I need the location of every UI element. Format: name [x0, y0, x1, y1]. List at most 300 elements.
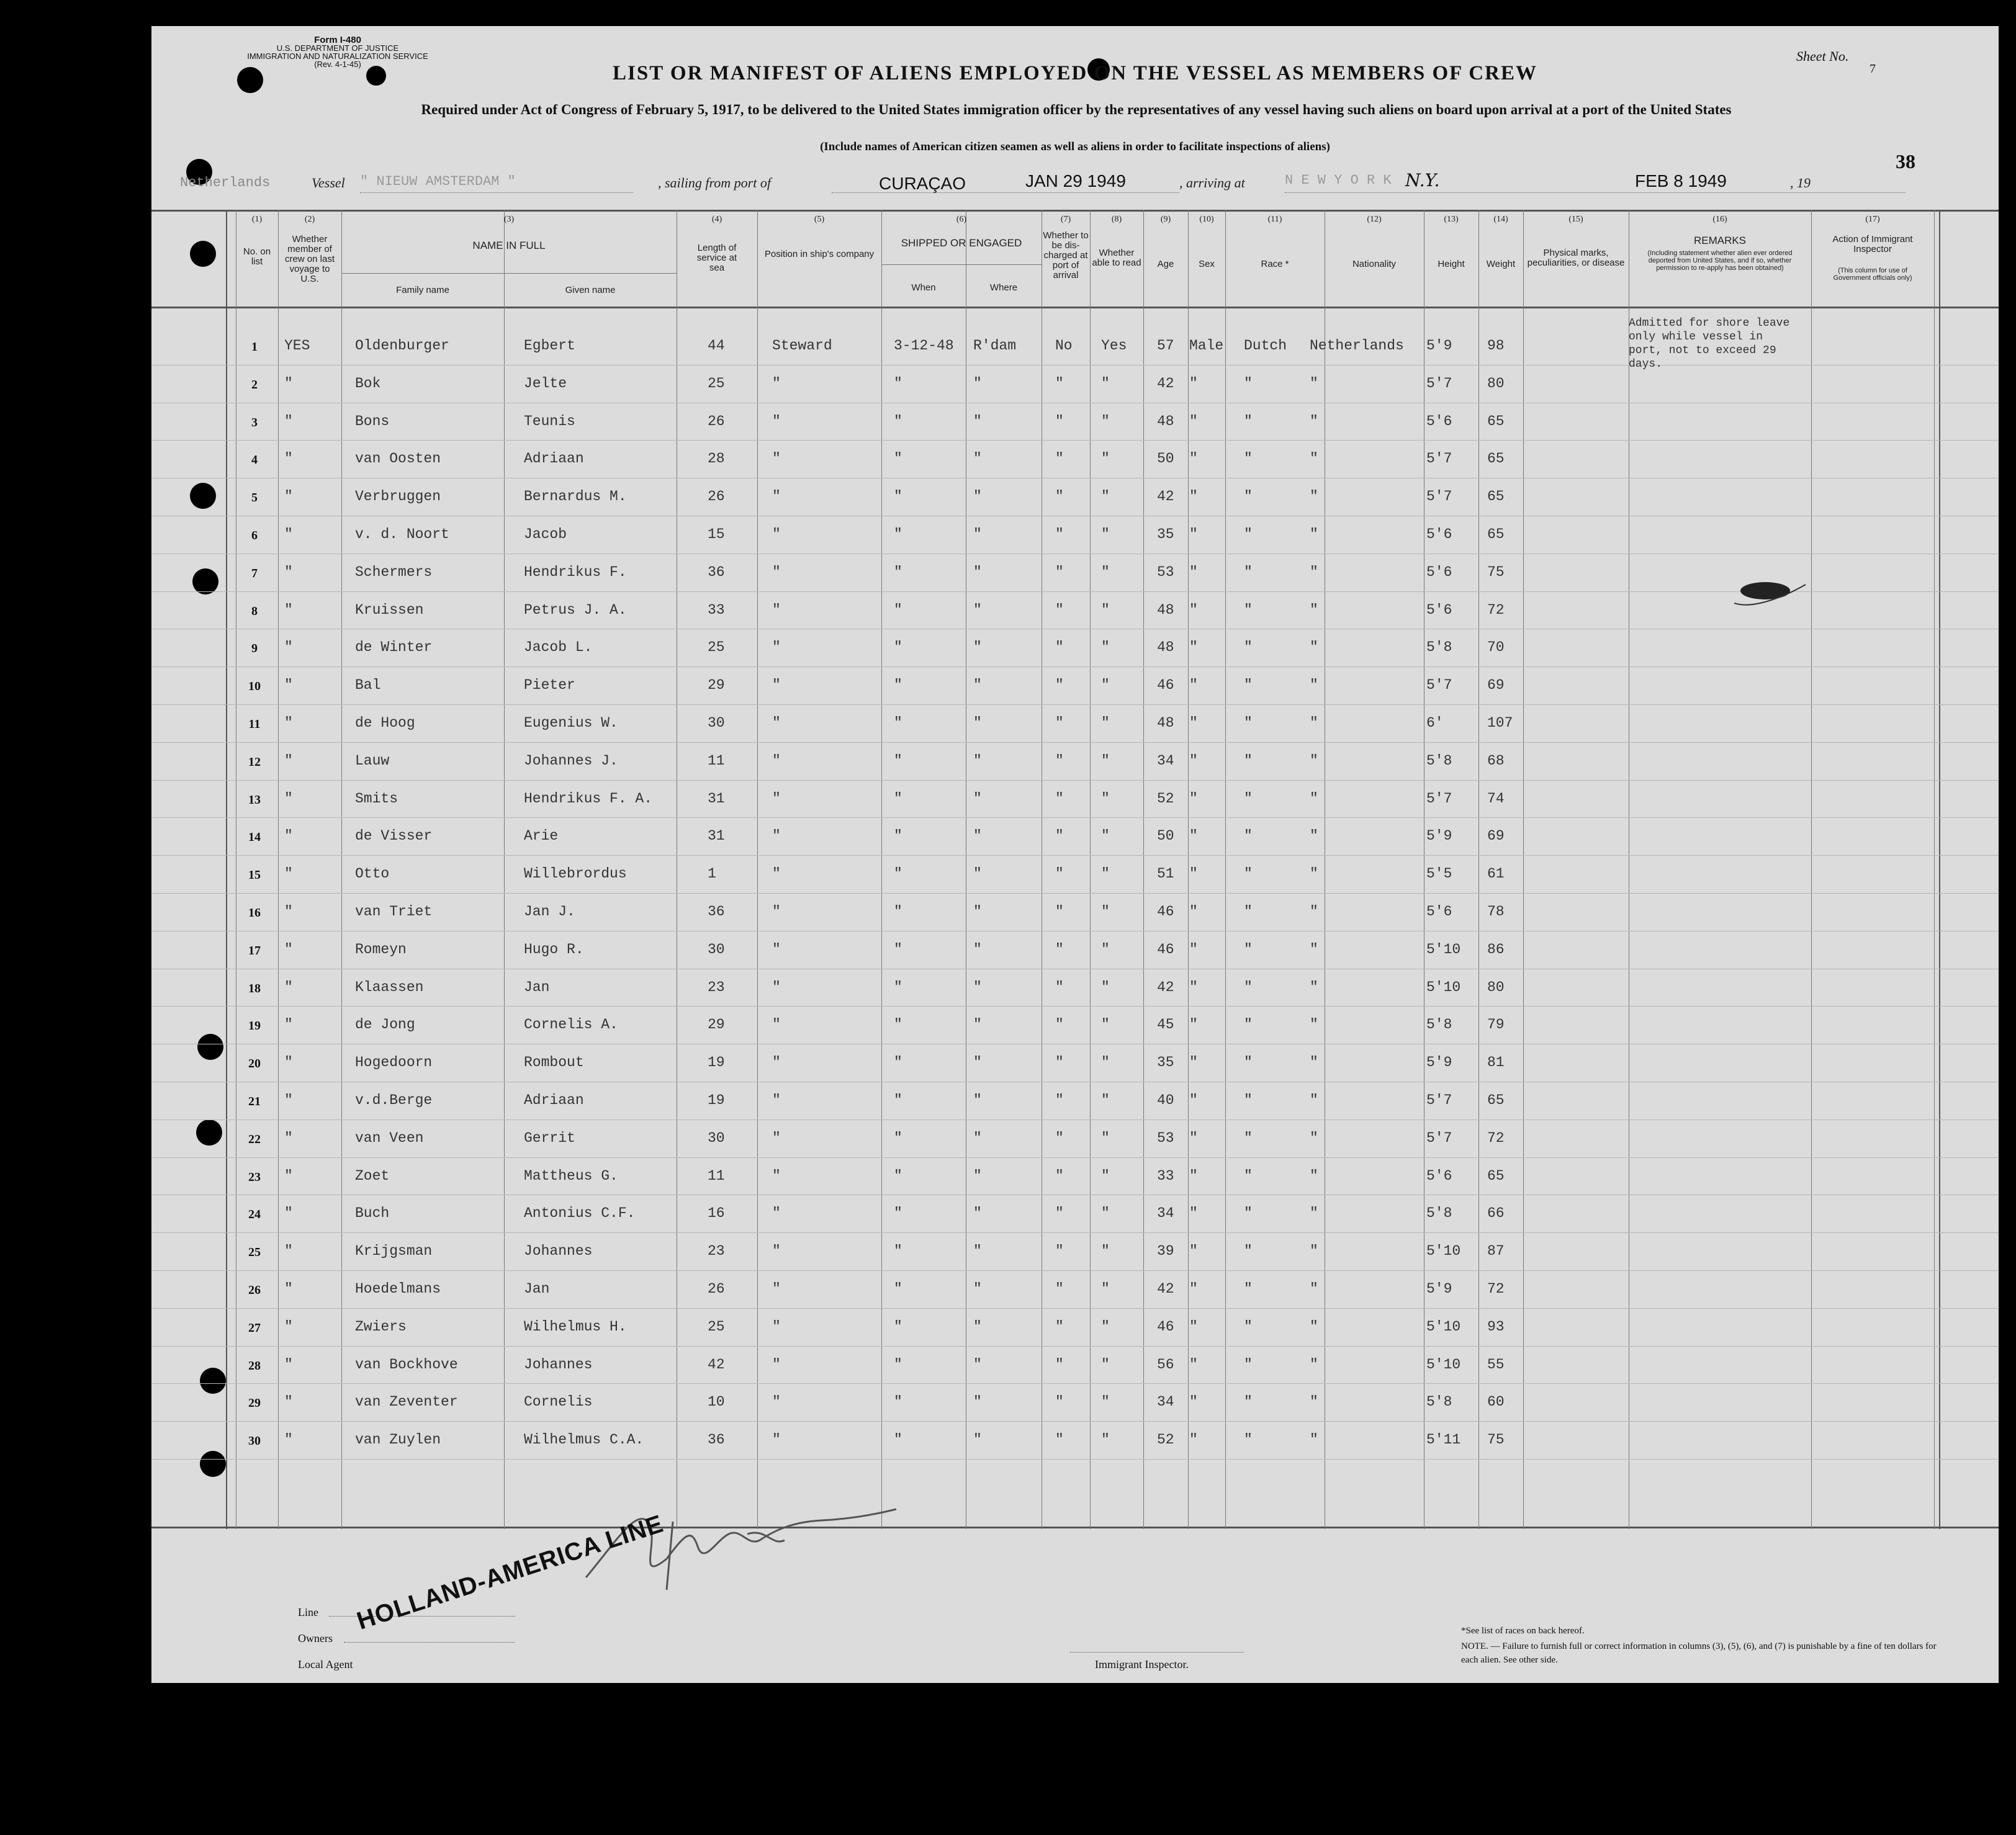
nationality-cell: " — [1310, 1129, 1318, 1146]
prev-voyage-cell: " — [284, 1281, 293, 1297]
able-to-read-cell: " — [1101, 1092, 1110, 1108]
weight-cell: 65 — [1487, 1167, 1505, 1184]
form-revision: (Rev. 4-1-45) — [314, 60, 361, 69]
nationality-cell: " — [1310, 375, 1318, 392]
able-to-read-cell: " — [1101, 866, 1110, 882]
family-name-cell: Schermers — [355, 563, 433, 580]
height-cell: 5'8 — [1426, 1205, 1452, 1222]
race-cell: " — [1244, 1016, 1253, 1033]
penalty-note: NOTE. — Failure to furnish full or correct information in columns (3), (5), (6), and (7) is punishable by a fine of ten dollars for each alien. See other side. — [1461, 1641, 1937, 1665]
col-header-physical: Physical marks, peculiarities, or disease — [1527, 248, 1625, 268]
sex-cell: " — [1189, 677, 1198, 694]
shipped-when-cell: " — [894, 1243, 902, 1260]
able-to-read-cell: " — [1101, 941, 1110, 958]
given-name-cell: Cornelis — [524, 1394, 593, 1411]
position-cell: " — [772, 1281, 781, 1297]
sex-cell: " — [1189, 488, 1198, 505]
sex-cell: " — [1189, 1054, 1198, 1071]
position-cell: Steward — [772, 338, 832, 354]
prev-voyage-cell: " — [284, 413, 293, 429]
family-name-cell: van Zeventer — [355, 1394, 458, 1411]
service-length-cell: 31 — [708, 828, 725, 845]
height-cell: 5'6 — [1426, 601, 1452, 618]
nationality-cell: " — [1310, 979, 1318, 995]
nationality-cell: " — [1310, 1054, 1318, 1071]
nationality-cell: " — [1310, 1205, 1318, 1222]
row-number: 2 — [251, 377, 258, 392]
given-name-cell: Willebrordus — [524, 866, 627, 882]
row-number: 7 — [251, 566, 258, 580]
age-cell: 35 — [1157, 1054, 1174, 1071]
weight-cell: 78 — [1487, 904, 1505, 920]
race-cell: " — [1244, 1205, 1253, 1222]
discharge-cell: " — [1055, 1054, 1064, 1071]
shipped-where-cell: " — [973, 1129, 982, 1146]
height-cell: 5'6 — [1426, 413, 1452, 429]
row-number: 27 — [248, 1321, 261, 1335]
table-row — [151, 1007, 1999, 1044]
service-length-cell: 25 — [708, 639, 725, 656]
weight-cell: 72 — [1487, 1281, 1505, 1297]
table-row — [151, 969, 1999, 1007]
shipped-where-cell: " — [973, 601, 982, 618]
weight-cell: 69 — [1487, 677, 1505, 694]
given-name-cell: Jan — [524, 979, 550, 995]
service-length-cell: 25 — [708, 375, 725, 392]
weight-cell: 65 — [1487, 413, 1505, 429]
age-cell: 48 — [1157, 715, 1174, 731]
given-name-cell: Rombout — [524, 1054, 584, 1071]
sex-cell: Male — [1189, 338, 1224, 354]
discharge-cell: " — [1055, 1092, 1064, 1108]
sex-cell: " — [1189, 1243, 1198, 1260]
form-number: Form I-480 — [314, 35, 361, 45]
nationality-cell: " — [1310, 715, 1318, 731]
age-cell: 34 — [1157, 1394, 1174, 1411]
given-name-cell: Antonius C.F. — [524, 1205, 636, 1222]
position-cell: " — [772, 1205, 781, 1222]
shipped-where-cell: " — [973, 375, 982, 392]
shipped-where-cell: " — [973, 1092, 982, 1108]
table-row — [151, 1309, 1999, 1346]
table-row — [151, 705, 1999, 742]
race-cell: " — [1244, 1054, 1253, 1071]
shipped-where-cell: " — [973, 1281, 982, 1297]
race-cell: " — [1244, 1129, 1253, 1146]
discharge-cell: " — [1055, 1243, 1064, 1260]
shipped-where-cell: " — [973, 563, 982, 580]
discharge-cell: " — [1055, 1205, 1064, 1222]
height-cell: 5'7 — [1426, 375, 1452, 392]
table-row — [151, 403, 1999, 441]
shipped-when-cell: " — [894, 488, 902, 505]
weight-cell: 65 — [1487, 526, 1505, 542]
nationality-cell: " — [1310, 941, 1318, 958]
nationality-cell: " — [1310, 413, 1318, 429]
race-cell: Dutch — [1244, 338, 1287, 354]
family-name-cell: de Visser — [355, 828, 433, 845]
age-cell: 48 — [1157, 601, 1174, 618]
family-name-cell: Krijgsman — [355, 1243, 433, 1260]
nationality-cell: " — [1310, 790, 1318, 807]
shipped-where-cell: " — [973, 1243, 982, 1260]
position-cell: " — [772, 451, 781, 467]
service-length-cell: 19 — [708, 1054, 725, 1071]
prev-voyage-cell: YES — [284, 338, 310, 354]
age-cell: 42 — [1157, 1281, 1174, 1297]
row-number: 9 — [251, 642, 258, 656]
table-row — [151, 818, 1999, 855]
discharge-cell: " — [1055, 1432, 1064, 1448]
table-row — [151, 1347, 1999, 1384]
discharge-cell: " — [1055, 941, 1064, 958]
sex-cell: " — [1189, 601, 1198, 618]
row-number: 8 — [251, 604, 258, 618]
race-cell: " — [1244, 677, 1253, 694]
prev-voyage-cell: " — [284, 677, 293, 694]
height-cell: 5'8 — [1426, 1016, 1452, 1033]
sex-cell: " — [1189, 1281, 1198, 1297]
given-name-cell: Teunis — [524, 413, 575, 429]
sailing-date: JAN 29 1949 — [1025, 171, 1126, 191]
table-row — [151, 554, 1999, 591]
race-cell: " — [1244, 979, 1253, 995]
col-header-inspector: Action of Immigrant Inspector — [1832, 234, 1913, 254]
sex-cell: " — [1189, 451, 1198, 467]
able-to-read-cell: " — [1101, 1167, 1110, 1184]
weight-cell: 65 — [1487, 1092, 1505, 1108]
shipped-where-cell: " — [973, 866, 982, 882]
shipped-when-cell: " — [894, 1281, 902, 1297]
able-to-read-cell: " — [1101, 413, 1110, 429]
height-cell: 6' — [1426, 715, 1444, 731]
height-cell: 5'10 — [1426, 941, 1461, 958]
nationality-cell: " — [1310, 677, 1318, 694]
given-name-cell: Arie — [524, 828, 559, 845]
given-name-cell: Jelte — [524, 375, 567, 392]
table-row — [151, 629, 1999, 666]
nationality-cell: " — [1310, 1016, 1318, 1033]
position-cell: " — [772, 828, 781, 845]
age-cell: 48 — [1157, 639, 1174, 656]
port-to-handwritten: N.Y. — [1405, 170, 1440, 191]
family-name-cell: van Veen — [355, 1129, 424, 1146]
shipped-when-cell: " — [894, 752, 902, 769]
discharge-cell: " — [1055, 904, 1064, 920]
family-name-cell: de Winter — [355, 639, 433, 656]
given-name-cell: Cornelis A. — [524, 1016, 618, 1033]
race-note: *See list of races on back hereof. — [1461, 1626, 1585, 1636]
holland-america-stamp: HOLLAND-AMERICA LINE — [353, 1510, 667, 1635]
shipped-when-cell: " — [894, 1394, 902, 1411]
able-to-read-cell: " — [1101, 639, 1110, 656]
shipped-where-cell: " — [973, 1394, 982, 1411]
service-length-cell: 15 — [708, 526, 725, 542]
sex-cell: " — [1189, 526, 1198, 542]
shipped-where-cell: " — [973, 677, 982, 694]
service-length-cell: 11 — [708, 752, 725, 769]
row-number: 1 — [251, 340, 258, 354]
race-cell: " — [1244, 828, 1253, 845]
family-name-cell: van Triet — [355, 904, 433, 920]
col-header-no: No. on list — [243, 246, 271, 267]
weight-cell: 80 — [1487, 375, 1505, 392]
col-header-race: Race * — [1261, 259, 1289, 269]
given-name-cell: Bernardus M. — [524, 488, 627, 505]
nationality-cell: " — [1310, 1432, 1318, 1448]
shipped-where-cell: " — [973, 526, 982, 542]
height-cell: 5'11 — [1426, 1432, 1461, 1448]
discharge-cell: " — [1055, 1016, 1064, 1033]
height-cell: 5'8 — [1426, 639, 1452, 656]
sex-cell: " — [1189, 1092, 1198, 1108]
sex-cell: " — [1189, 1016, 1198, 1033]
given-name-cell: Petrus J. A. — [524, 601, 627, 618]
prev-voyage-cell: " — [284, 488, 293, 505]
given-name-cell: Hendrikus F. A. — [524, 790, 653, 807]
age-cell: 46 — [1157, 1318, 1174, 1335]
row-number: 10 — [248, 680, 261, 694]
shipped-when-cell: " — [894, 451, 902, 467]
row-number: 26 — [248, 1283, 261, 1297]
shipped-when-cell: " — [894, 639, 902, 656]
position-cell: " — [772, 526, 781, 542]
height-cell: 5'9 — [1426, 828, 1452, 845]
able-to-read-cell: " — [1101, 601, 1110, 618]
shipped-when-cell: " — [894, 1129, 902, 1146]
age-cell: 56 — [1157, 1356, 1174, 1373]
service-length-cell: 30 — [708, 715, 725, 731]
discharge-cell: " — [1055, 488, 1064, 505]
row-number: 25 — [248, 1245, 261, 1260]
row-number: 5 — [251, 491, 258, 505]
col-num-11: (11) — [1267, 215, 1282, 224]
race-cell: " — [1244, 451, 1253, 467]
sex-cell: " — [1189, 563, 1198, 580]
weight-cell: 86 — [1487, 941, 1505, 958]
age-cell: 57 — [1157, 338, 1174, 354]
table-row — [151, 1384, 1999, 1421]
col-header-age: Age — [1157, 259, 1174, 269]
table-row — [151, 856, 1999, 893]
col-num-4: (4) — [711, 215, 722, 224]
race-cell: " — [1244, 904, 1253, 920]
able-to-read-cell: " — [1101, 1205, 1110, 1222]
able-to-read-cell: " — [1101, 1129, 1110, 1146]
sex-cell: " — [1189, 828, 1198, 845]
nationality-cell: " — [1310, 1281, 1318, 1297]
col-header-prev-voyage: Whether member of crew on last voyage to U.S. — [284, 234, 335, 284]
age-cell: 53 — [1157, 1129, 1174, 1146]
owners-label: Owners — [298, 1632, 333, 1644]
sex-cell: " — [1189, 866, 1198, 882]
able-to-read-cell: " — [1101, 1243, 1110, 1260]
col-num-15: (15) — [1568, 215, 1583, 224]
port-to: N E W Y O R K — [1285, 173, 1392, 188]
race-cell: " — [1244, 488, 1253, 505]
family-name-cell: Bal — [355, 677, 381, 694]
row-number: 20 — [248, 1057, 261, 1071]
prev-voyage-cell: " — [284, 1432, 293, 1448]
discharge-cell: No — [1055, 338, 1073, 354]
able-to-read-cell: " — [1101, 1432, 1110, 1448]
sex-cell: " — [1189, 941, 1198, 958]
nationality-cell: " — [1310, 1167, 1318, 1184]
prev-voyage-cell: " — [284, 563, 293, 580]
shipped-where-cell: " — [973, 752, 982, 769]
nationality-cell: " — [1310, 752, 1318, 769]
prev-voyage-cell: " — [284, 828, 293, 845]
height-cell: 5'7 — [1426, 1129, 1452, 1146]
prev-voyage-cell: " — [284, 1356, 293, 1373]
service-length-cell: 30 — [708, 941, 725, 958]
able-to-read-cell: " — [1101, 1054, 1110, 1071]
row-number: 21 — [248, 1095, 261, 1108]
family-name-cell: Romeyn — [355, 941, 407, 958]
row-number: 17 — [248, 943, 261, 958]
table-row — [151, 1233, 1999, 1270]
height-cell: 5'6 — [1426, 904, 1452, 920]
include-note: (Include names of American citizen seamen as well as aliens in order to facilitate inspections of aliens) — [820, 140, 1330, 153]
age-cell: 40 — [1157, 1092, 1174, 1108]
able-to-read-cell: " — [1101, 1318, 1110, 1335]
table-row — [151, 1195, 1999, 1232]
service-length-cell: 10 — [708, 1394, 725, 1411]
prev-voyage-cell: " — [284, 1205, 293, 1222]
manifest-sheet — [151, 26, 1999, 1683]
race-cell: " — [1244, 1318, 1253, 1335]
weight-cell: 75 — [1487, 563, 1505, 580]
height-cell: 5'9 — [1426, 338, 1452, 354]
col-header-sex: Sex — [1199, 259, 1215, 269]
discharge-cell: " — [1055, 413, 1064, 429]
col-num-6: (6) — [956, 215, 967, 224]
shipped-when-cell: " — [894, 941, 902, 958]
row-number: 30 — [248, 1434, 261, 1448]
nationality-cell: " — [1310, 601, 1318, 618]
col-header-service: Length of service at sea — [696, 243, 737, 273]
race-cell: " — [1244, 715, 1253, 731]
table-row — [151, 1082, 1999, 1119]
shipped-when-cell: " — [894, 1016, 902, 1033]
page-number: 38 — [1896, 150, 1915, 173]
vessel-name: " NIEUW AMSTERDAM " — [360, 174, 516, 189]
given-name-cell: Johannes — [524, 1243, 593, 1260]
col-num-10: (10) — [1199, 215, 1214, 224]
given-name-cell: Eugenius W. — [524, 715, 618, 731]
sex-cell: " — [1189, 715, 1198, 731]
able-to-read-cell: " — [1101, 488, 1110, 505]
position-cell: " — [772, 790, 781, 807]
prev-voyage-cell: " — [284, 1394, 293, 1411]
discharge-cell: " — [1055, 451, 1064, 467]
sex-cell: " — [1189, 752, 1198, 769]
position-cell: " — [772, 979, 781, 995]
vessel-flag: Netherlands — [180, 175, 271, 191]
year-suffix: , 19 — [1790, 175, 1811, 191]
given-name-cell: Jacob — [524, 526, 567, 542]
col-num-13: (13) — [1444, 215, 1459, 224]
position-cell: " — [772, 563, 781, 580]
weight-cell: 68 — [1487, 752, 1505, 769]
nationality-cell: " — [1310, 866, 1318, 882]
sex-cell: " — [1189, 979, 1198, 995]
position-cell: " — [772, 941, 781, 958]
given-name-cell: Egbert — [524, 338, 575, 354]
given-name-cell: Wilhelmus H. — [524, 1318, 627, 1335]
row-number: 16 — [248, 906, 261, 920]
prev-voyage-cell: " — [284, 375, 293, 392]
service-length-cell: 28 — [708, 451, 725, 467]
col-header-shipped: SHIPPED OR ENGAGED — [901, 237, 1022, 249]
col-header-read: Whether able to read — [1092, 248, 1141, 268]
race-cell: " — [1244, 375, 1253, 392]
given-name-cell: Hendrikus F. — [524, 563, 627, 580]
height-cell: 5'9 — [1426, 1281, 1452, 1297]
row-number: 23 — [248, 1170, 261, 1184]
height-cell: 5'7 — [1426, 488, 1452, 505]
shipped-when-cell: " — [894, 1054, 902, 1071]
position-cell: " — [772, 601, 781, 618]
col-header-where: Where — [989, 282, 1018, 293]
sex-cell: " — [1189, 375, 1198, 392]
position-cell: " — [772, 904, 781, 920]
position-cell: " — [772, 1356, 781, 1373]
shipped-when-cell: " — [894, 1167, 902, 1184]
sheet-number-label: Sheet No. — [1796, 48, 1849, 64]
age-cell: 46 — [1157, 941, 1174, 958]
able-to-read-cell: " — [1101, 1016, 1110, 1033]
remarks-admission-note: Admitted for shore leave only while vessel in port, not to exceed 29 days. — [1629, 317, 1790, 370]
shipped-when-cell: " — [894, 375, 902, 392]
shipped-when-cell: " — [894, 1092, 902, 1108]
position-cell: " — [772, 375, 781, 392]
shipped-when-cell: " — [894, 904, 902, 920]
shipped-when-cell: " — [894, 979, 902, 995]
weight-cell: 107 — [1487, 715, 1513, 731]
age-cell: 33 — [1157, 1167, 1174, 1184]
able-to-read-cell: " — [1101, 451, 1110, 467]
col-num-17: (17) — [1865, 215, 1880, 224]
discharge-cell: " — [1055, 1129, 1064, 1146]
col-num-12: (12) — [1367, 215, 1382, 224]
row-number: 14 — [248, 830, 261, 845]
row-number: 19 — [248, 1019, 261, 1033]
row-number: 13 — [248, 792, 261, 807]
race-cell: " — [1244, 1281, 1253, 1297]
service-length-cell: 42 — [708, 1356, 725, 1373]
shipped-where-cell: " — [973, 941, 982, 958]
position-cell: " — [772, 1129, 781, 1146]
sex-cell: " — [1189, 790, 1198, 807]
race-cell: " — [1244, 526, 1253, 542]
arriving-label: , arriving at — [1179, 175, 1245, 191]
position-cell: " — [772, 752, 781, 769]
discharge-cell: " — [1055, 828, 1064, 845]
service-length-cell: 26 — [708, 413, 725, 429]
col-header-name: NAME IN FULL — [472, 240, 546, 251]
sex-cell: " — [1189, 1205, 1198, 1222]
nationality-cell: " — [1310, 526, 1318, 542]
weight-cell: 72 — [1487, 1129, 1505, 1146]
shipped-where-cell: " — [973, 1016, 982, 1033]
weight-cell: 60 — [1487, 1394, 1505, 1411]
sheet-number-value: 7 — [1870, 62, 1876, 76]
col-num-3: (3) — [503, 215, 515, 224]
race-cell: " — [1244, 1432, 1253, 1448]
age-cell: 45 — [1157, 1016, 1174, 1033]
height-cell: 5'10 — [1426, 1318, 1461, 1335]
